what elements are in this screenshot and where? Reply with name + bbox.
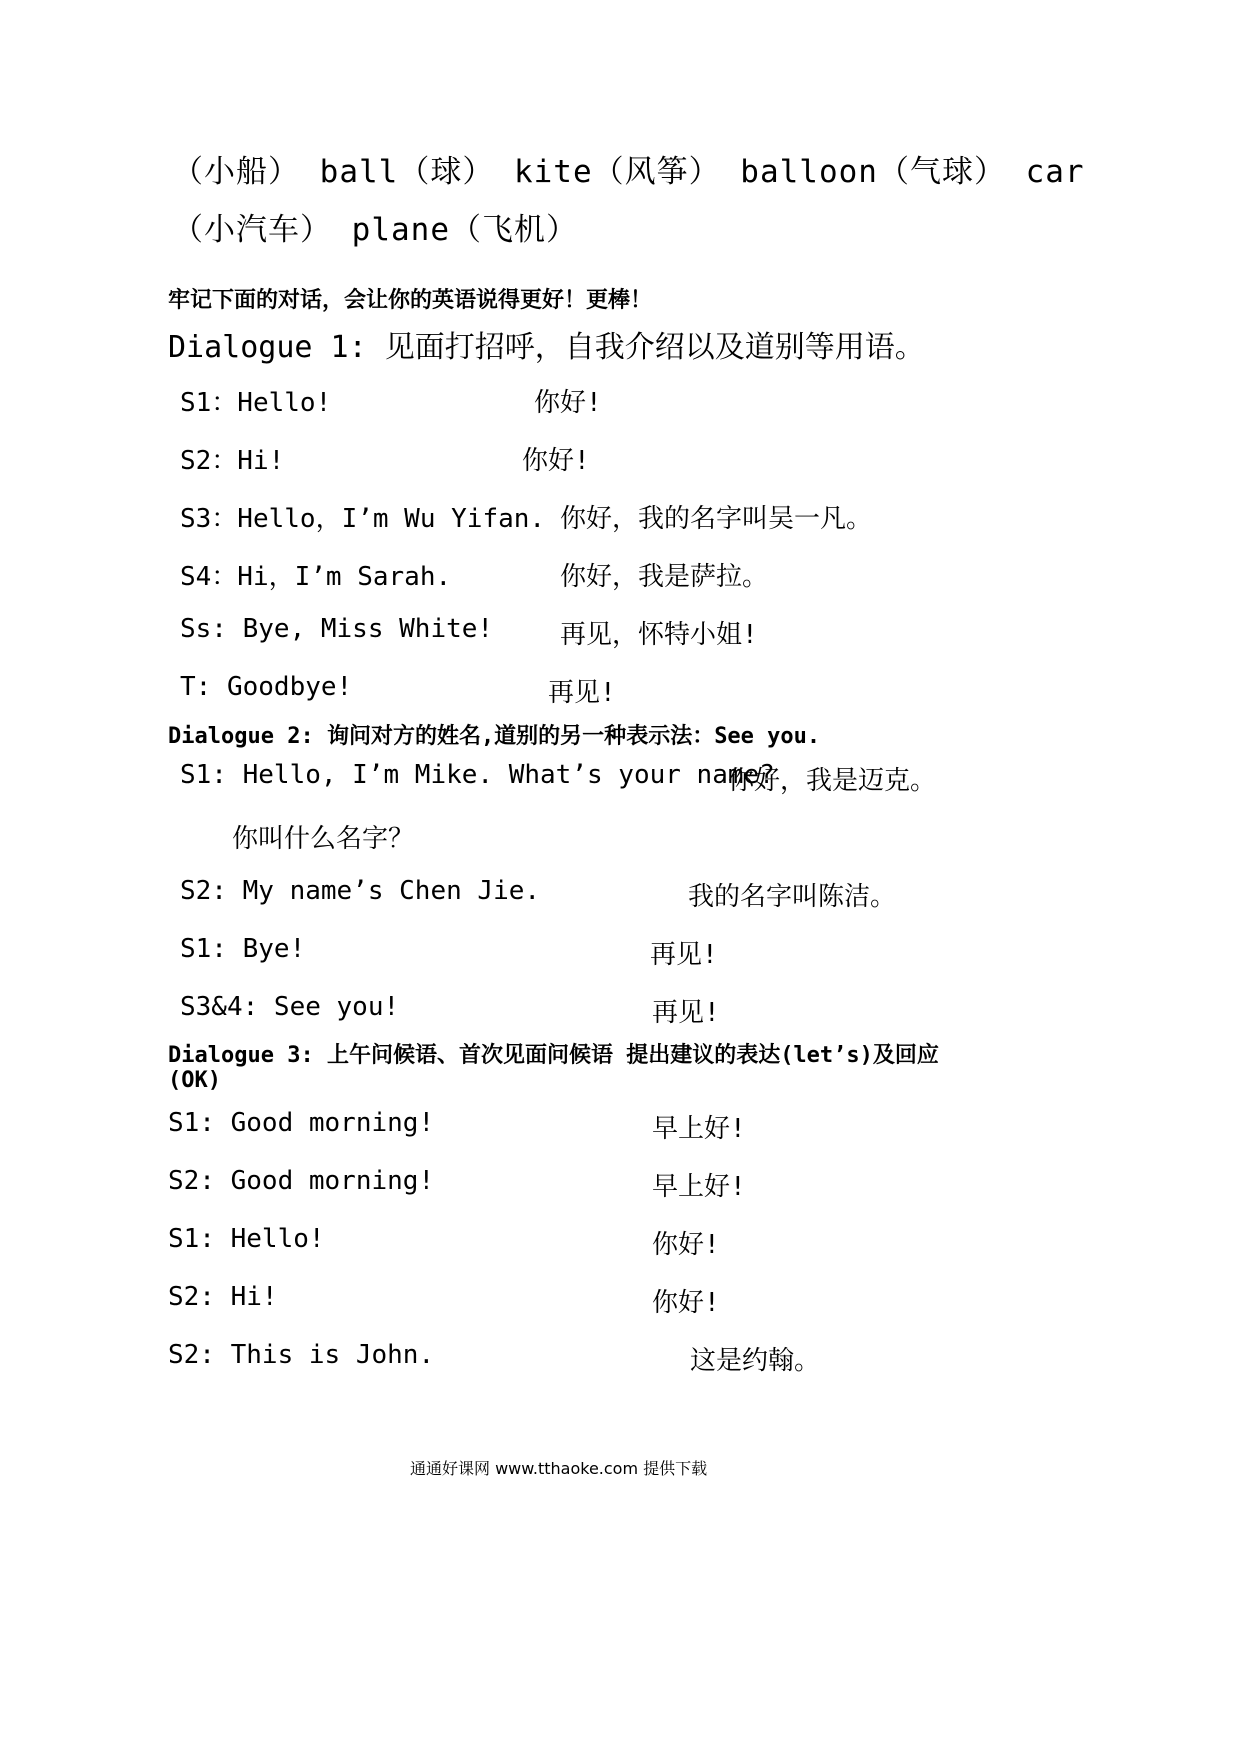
dialogue-2-line-zh: 我的名字叫陈洁。 [688,882,897,912]
dialogue-1-line-zh: 你好! [522,446,590,476]
dialogue-1-line-en: S1：Hello! [180,388,332,418]
dialogue-2-line-zh: 你好，我是迈克。 [728,766,937,796]
dialogue-1-line-en: S2：Hi! [180,446,285,476]
dialogue-2-line-en: S1: Hello, I’m Mike. What’s your name? [180,760,775,790]
dialogue-3-line-en: S2: Hi! [168,1282,278,1312]
dialogue-3-line-en: S2: Good morning! [168,1166,435,1196]
dialogue-3-title: Dialogue 3: 上午问候语、首次见面问候语 提出建议的表达(let’s)及回应 [168,1043,939,1068]
dialogue-1-line-zh: 你好! [534,388,602,418]
dialogue-3-line-en: S2: This is John. [168,1340,435,1370]
dialogue-3-title-cont: (OK) [168,1068,221,1093]
dialogue-3-line-zh: 早上好! [652,1172,746,1202]
vocab-line-1: （小船） ball（球） kite（风筝） balloon（气球） car [172,154,1085,190]
dialogue-2-line-en: S3&4: See you! [180,992,400,1022]
dialogue-2-line-zh: 再见! [652,998,720,1028]
dialogue-1-line-zh: 再见，怀特小姐! [560,620,758,650]
dialogue-3-line-zh: 你好! [652,1230,720,1260]
dialogue-2-title: Dialogue 2: 询问对方的姓名,道别的另一种表示法：See you. [168,724,821,749]
vocab-line-2: （小汽车） plane（飞机） [172,212,578,248]
intro-text: 牢记下面的对话，会让你的英语说得更好！更棒！ [168,288,653,313]
dialogue-2-line-zh-cont: 你叫什么名字？ [232,824,415,854]
dialogue-1-line-en: S3：Hello，I’m Wu Yifan. [180,504,546,534]
dialogue-1-line-zh: 再见! [548,678,616,708]
dialogue-2-line-en: S2: My name’s Chen Jie. [180,876,541,906]
dialogue-1-line-en: S4：Hi，I’m Sarah. [180,562,452,592]
dialogue-3-line-zh: 你好! [652,1288,720,1318]
dialogue-3-line-en: S1: Hello! [168,1224,325,1254]
dialogue-3-line-en: S1: Good morning! [168,1108,435,1138]
dialogue-3-line-zh: 这是约翰。 [690,1346,821,1376]
dialogue-1-line-en: Ss: Bye, Miss White! [180,614,494,644]
footer-text: 通通好课网 www.tthaoke.com 提供下载 [410,1459,708,1478]
dialogue-1-line-en: T: Goodbye! [180,672,353,702]
dialogue-2-line-zh: 再见! [650,940,718,970]
dialogue-3-line-zh: 早上好! [652,1114,746,1144]
dialogue-1-line-zh: 你好，我是萨拉。 [560,562,769,592]
dialogue-1-line-zh: 你好，我的名字叫吴一凡。 [560,504,873,534]
dialogue-2-line-en: S1: Bye! [180,934,306,964]
dialogue-1-title: Dialogue 1: 见面打招呼，自我介绍以及道别等用语。 [168,330,925,365]
